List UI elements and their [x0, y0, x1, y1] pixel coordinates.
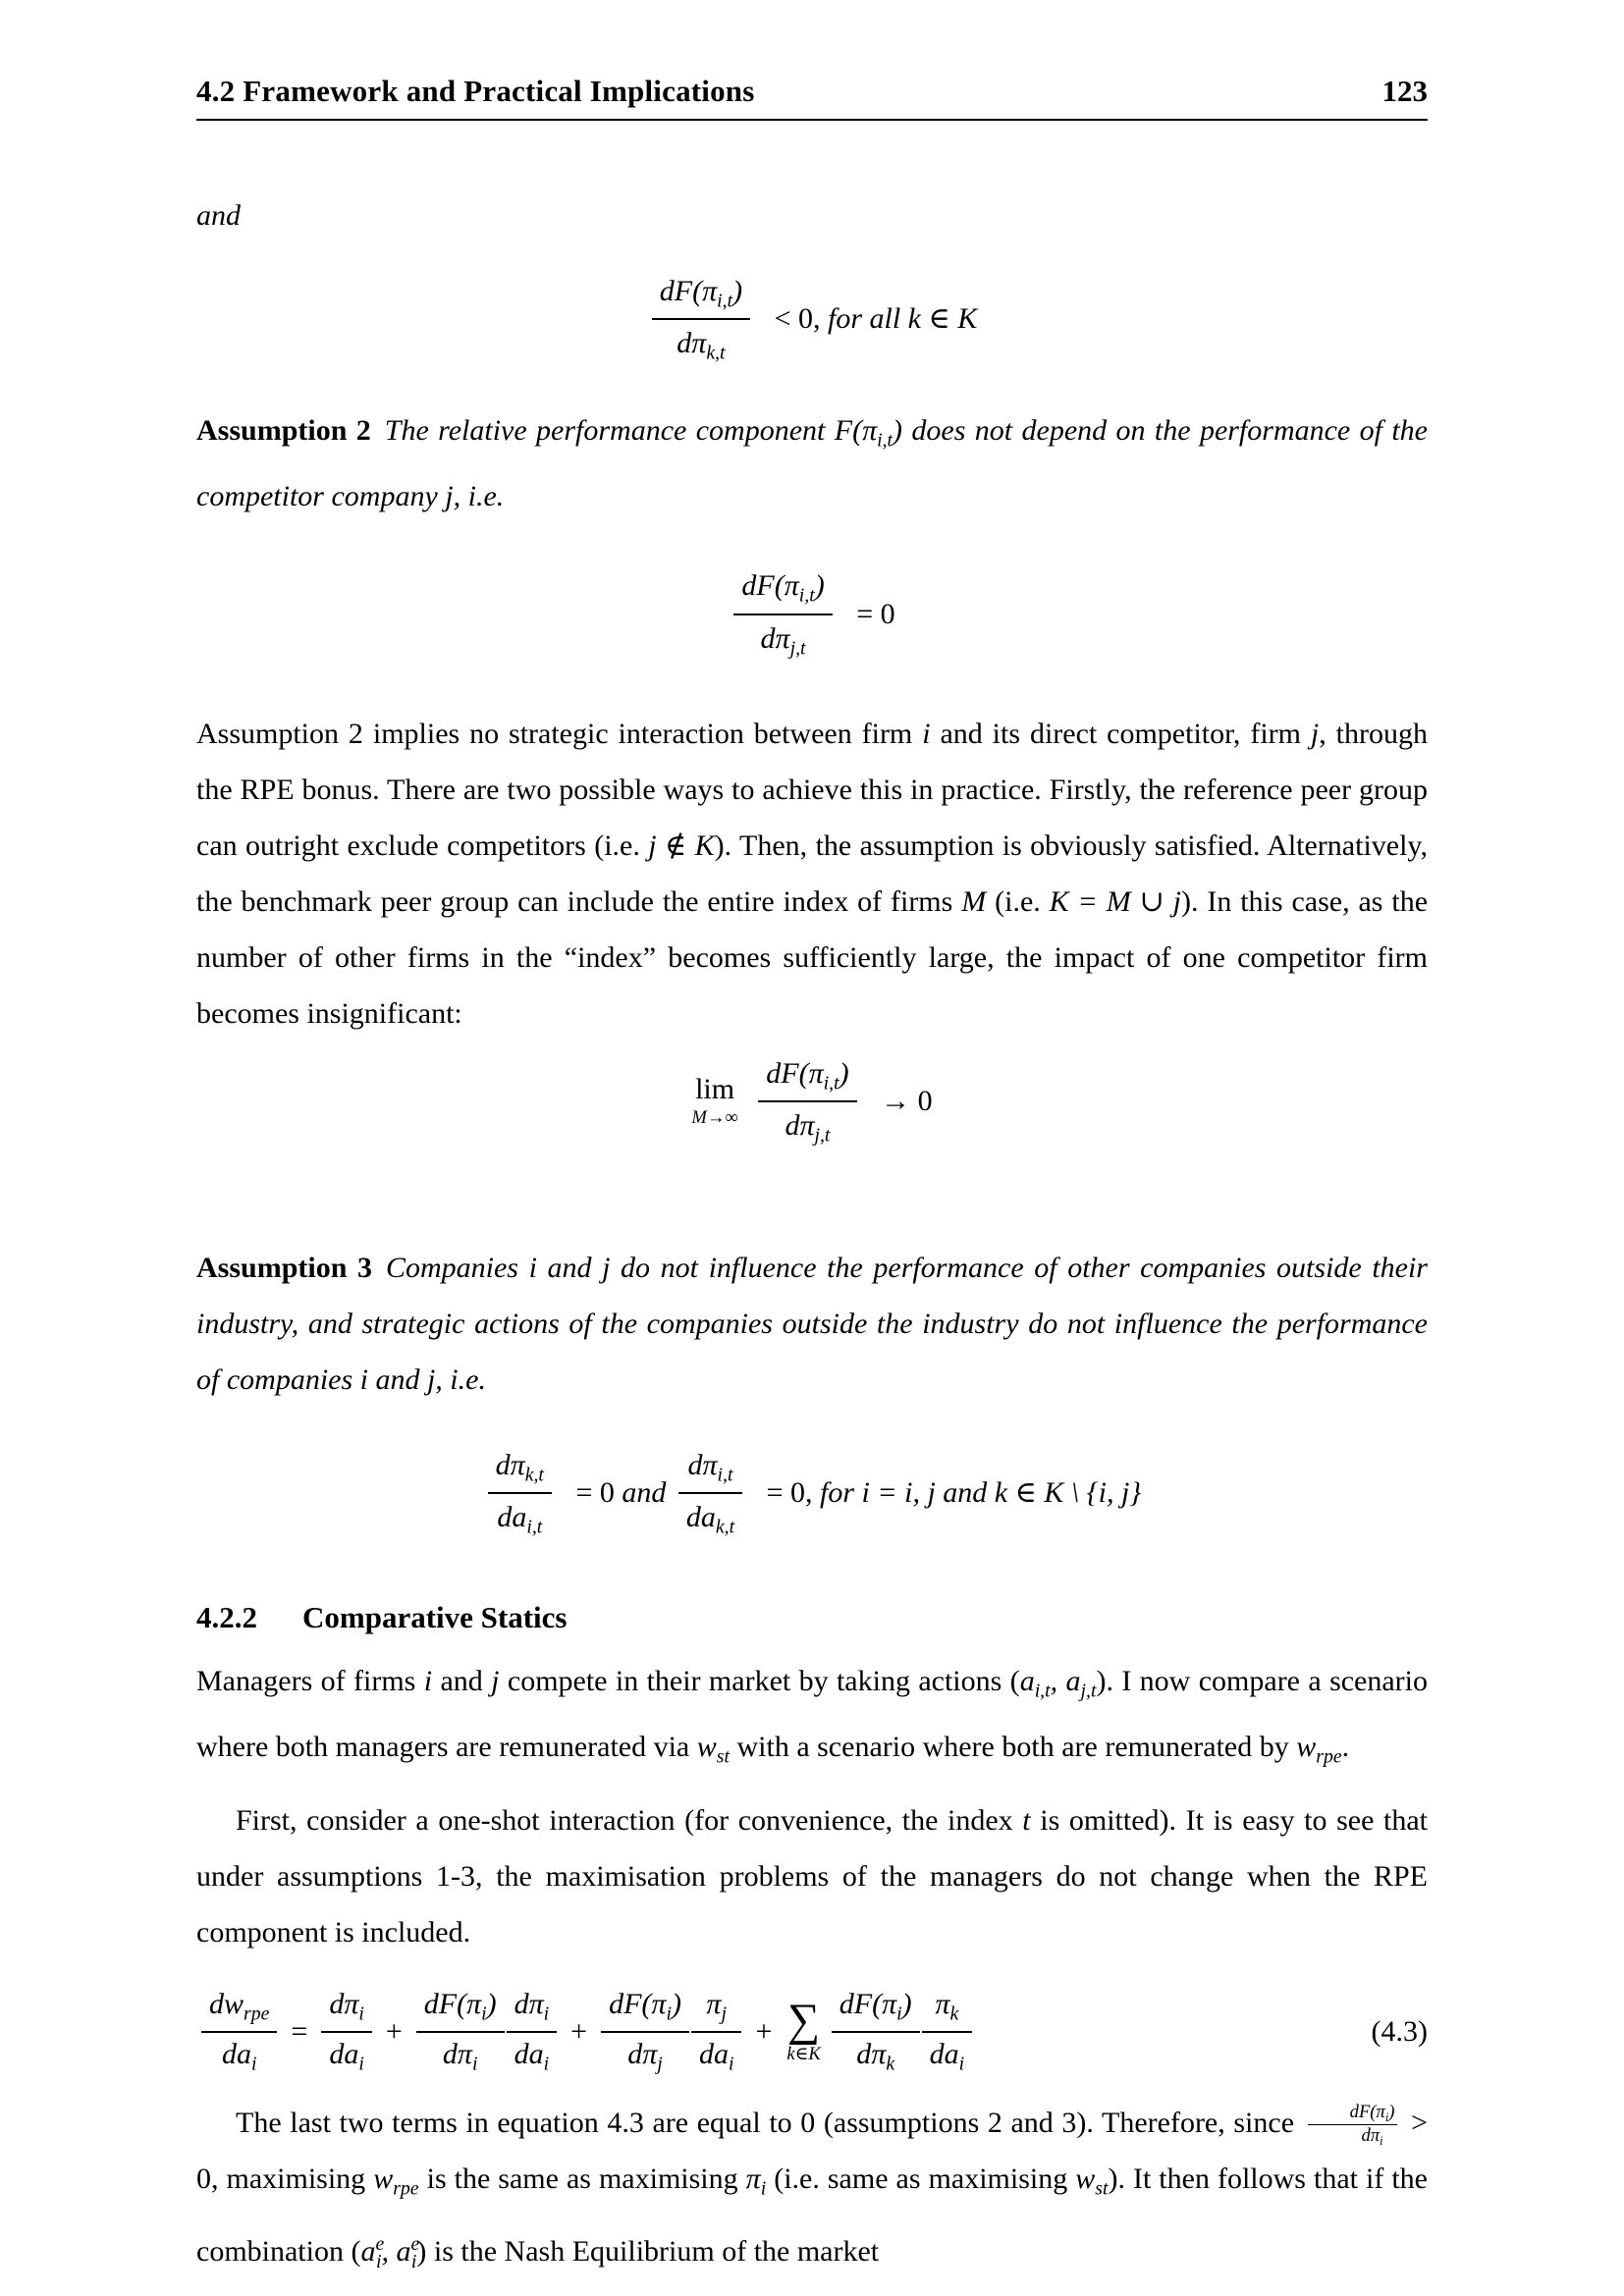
text-run: Managers of firms	[196, 1664, 424, 1697]
text-run: st	[1095, 2177, 1109, 2200]
text-run: dw	[209, 1988, 244, 2021]
text-run: w	[1075, 2163, 1096, 2196]
limit-word: lim	[695, 1072, 735, 1105]
text-run: i	[410, 2250, 417, 2272]
text-run: M	[961, 884, 987, 918]
lead-word: and	[196, 199, 241, 232]
text-run: i	[358, 2002, 364, 2025]
text-run: First, consider a one-shot interaction (for convenience, the index	[236, 1804, 1023, 1838]
fraction	[678, 1447, 742, 1539]
equation-derivative-zero	[196, 567, 1428, 660]
text-run: dπ	[627, 2037, 658, 2070]
text-run: i	[423, 1664, 433, 1697]
text-run: > 0, maximising	[196, 2107, 1428, 2196]
text-run: i	[481, 2002, 487, 2025]
fraction-denominator	[758, 1100, 856, 1148]
text-run: π	[935, 1988, 950, 2021]
text-run: ). In this case, as the number of other firms in the “index” becomes sufficiently large, the impact of one competitor firm becomes insignificant:	[196, 884, 1429, 1030]
fraction-denominator	[416, 2031, 505, 2075]
text-run: )	[901, 1988, 912, 2021]
fraction	[507, 1988, 558, 2075]
text-run: ). I now compare a scenario where both managers are remunerated via	[196, 1664, 1429, 1764]
text-run: w	[373, 2163, 394, 2196]
equals-sign: =	[291, 2014, 308, 2048]
text-run: a	[360, 2235, 376, 2269]
text-run: dπ	[687, 1448, 718, 1481]
fraction-denominator	[733, 614, 832, 661]
text-run: Assumption 2 implies no strategic interaction between firm	[196, 717, 923, 750]
text-run: π	[745, 2163, 761, 2196]
sigma-symbol: ∑	[786, 1996, 821, 2047]
fraction-numerator	[678, 1447, 742, 1492]
text-run: j	[491, 1664, 500, 1697]
plus-sign: +	[570, 2014, 588, 2048]
text-run: dπ	[495, 1448, 525, 1481]
fraction-denominator	[488, 1492, 552, 1539]
text-run: ) does not depend on the performance of the competitor company j, i.e.	[196, 414, 1428, 513]
text-run: and	[432, 1664, 492, 1697]
plus-sign: +	[385, 2014, 403, 2048]
fraction	[601, 1988, 689, 2075]
text-run: )	[486, 1988, 497, 2021]
section-title: 4.2 Framework and Practical Implications	[196, 74, 755, 108]
text-run: k	[949, 2002, 959, 2025]
text-run: )	[814, 569, 825, 603]
managers-paragraph	[196, 1653, 1428, 1786]
subsection-number: 4.2.2	[196, 1599, 257, 1634]
text-run: dπ	[442, 2037, 472, 2070]
text-run: .	[1341, 1731, 1350, 1764]
fraction-numerator	[601, 1988, 689, 2030]
fraction	[652, 273, 750, 365]
text-run: )	[1388, 2101, 1395, 2122]
text-run: rpe	[393, 2177, 419, 2200]
text-run: = 0,	[766, 1476, 821, 1510]
text-run: with a scenario where both are remunerated by	[729, 1731, 1297, 1764]
fraction-denominator	[922, 2031, 973, 2075]
text-run: j,t	[1080, 1680, 1097, 1702]
text-run: i,t	[1034, 1680, 1051, 1702]
fraction	[488, 1447, 552, 1539]
text-run: dπ	[329, 1988, 359, 2021]
text-run: i,t	[526, 1516, 543, 1538]
text-run: da	[329, 2037, 359, 2070]
equation-tail	[767, 1476, 1142, 1509]
text-run: The relative performance component F(π	[384, 414, 878, 448]
page-number: 123	[1381, 74, 1428, 108]
text-run: k,t	[715, 1516, 735, 1538]
fraction-denominator	[1308, 2124, 1398, 2149]
one-shot-paragraph	[196, 1792, 1428, 1960]
text-run: i	[543, 2002, 550, 2025]
assumption-3-label: Assumption 3	[196, 1251, 372, 1284]
text-run: dπ	[785, 1108, 815, 1142]
assumption-2-label: Assumption 2	[196, 414, 371, 448]
text-run: , through the RPE bonus. There are two possible ways to achieve this in practice. Firstly, the reference peer group can outright exclude competitors (i.e.	[196, 717, 1428, 862]
text-run: e	[375, 2233, 385, 2256]
equation-tail	[881, 1085, 933, 1117]
text-run: rpe	[1316, 1745, 1342, 1768]
text-run: da	[497, 1500, 527, 1533]
text-run: j	[657, 2053, 663, 2075]
fraction-denominator	[201, 2031, 277, 2075]
text-run: w	[1296, 1731, 1317, 1764]
fraction-denominator	[507, 2031, 558, 2075]
equation-tail	[775, 302, 978, 335]
text-run: dπ	[1361, 2125, 1380, 2147]
fraction-denominator	[321, 2031, 372, 2075]
fraction-numerator	[321, 1988, 372, 2030]
text-run: i	[760, 2177, 767, 2200]
text-run: da	[685, 1500, 716, 1533]
text-run: and its direct competitor, firm	[930, 717, 1311, 750]
text-run: for all k	[827, 302, 929, 336]
text-run: Companies i and j do not influence the performance of other companies outside their industry, and strategic actions of the companies outside the industry do not influence the performance of companies i and j, i.e.	[196, 1251, 1428, 1396]
text-run: k	[886, 2053, 895, 2075]
text-run: dπ	[677, 327, 707, 360]
text-run: is omitted). It is easy to see that under assumptions 1-3, the maximisation problems of the managers do not change when the RPE component is included.	[196, 1804, 1428, 1949]
text-run: da	[929, 2037, 959, 2070]
text-run: dπ	[760, 621, 790, 655]
text-run: st	[716, 1745, 730, 1768]
fraction-numerator	[1308, 2103, 1398, 2125]
text-run: (i.e. same as maximising	[766, 2163, 1076, 2196]
equation-assumption-3	[196, 1447, 1428, 1539]
text-run: i	[728, 2053, 734, 2075]
text-run: dF(π	[766, 1056, 824, 1090]
fraction	[758, 1055, 856, 1148]
text-run: w	[696, 1731, 717, 1764]
text-run: dF(π	[741, 569, 799, 603]
fraction	[201, 1988, 277, 2075]
text-run: and	[622, 1476, 667, 1510]
text-run: ). Then, the assumption is obviously satisfied. Alternatively, the benchmark peer group can include the entire index of firms	[196, 828, 1428, 918]
text-run: , a	[381, 2235, 411, 2269]
text-run: k,t	[706, 342, 726, 364]
text-run: π	[706, 1988, 722, 2021]
text-run: K	[957, 302, 978, 336]
text-run: is the same as maximising	[418, 2163, 746, 2196]
text-run: →∞	[706, 1106, 738, 1128]
text-run: i	[1384, 2109, 1389, 2124]
assumption-2-body	[196, 414, 1428, 512]
text-run: ) is the Nash Equilibrium of the market	[416, 2235, 880, 2269]
text-run: )	[671, 1988, 681, 2021]
text-run: i	[896, 2002, 902, 2025]
fraction	[416, 1988, 505, 2075]
summation-index	[786, 2043, 821, 2064]
text-run: = 0	[856, 597, 895, 630]
text-run: e	[410, 2233, 420, 2256]
text-run: = 0	[575, 1476, 623, 1510]
fraction-numerator	[488, 1447, 552, 1492]
text-run: dF(π	[609, 1988, 667, 2021]
text-run: M	[691, 1106, 707, 1128]
equation-derivative-negative	[196, 273, 1428, 365]
text-run: a	[1019, 1664, 1035, 1697]
subsection-heading	[196, 1600, 1428, 1635]
fraction-numerator	[201, 1988, 277, 2030]
fraction	[691, 1988, 742, 2075]
text-run: k∈K	[786, 2043, 821, 2064]
plus-sign: +	[755, 2014, 773, 2048]
conclusion-paragraph	[196, 2095, 1428, 2290]
text-run: i,t	[717, 1464, 733, 1486]
fraction-denominator	[691, 2031, 742, 2075]
text-run: i,t	[717, 290, 733, 312]
summation-operator	[786, 1996, 821, 2064]
text-run: j ∉ K	[648, 828, 715, 862]
text-run: ). It then follows that if the combination (	[196, 2163, 1428, 2269]
text-run: compete in their market by taking actions (	[499, 1664, 1020, 1697]
fraction-numerator	[507, 1988, 558, 2030]
text-run: j,t	[789, 636, 806, 659]
text-run: The last two terms in equation 4.3 are equal to 0 (assumptions 2 and 3). Therefore, since	[236, 2107, 1303, 2140]
text-run: dF(π	[839, 1988, 897, 2021]
page-header	[196, 74, 1428, 121]
limit-subscript	[691, 1106, 738, 1128]
fraction	[321, 1988, 372, 2075]
text-run: k,t	[524, 1464, 544, 1486]
text-run: da	[698, 2037, 729, 2070]
text-run: i	[666, 2002, 672, 2025]
equation-4-3	[196, 1988, 1428, 2075]
fraction-denominator	[678, 1492, 742, 1539]
inline-fraction	[1308, 2103, 1398, 2149]
text-run: )	[839, 1056, 849, 1090]
fraction-numerator	[733, 567, 832, 613]
text-run: dπ	[856, 2037, 887, 2070]
text-run: (i.e.	[986, 884, 1050, 918]
text-run: dπ	[514, 1988, 544, 2021]
text-run: j	[1310, 717, 1320, 750]
assumption-3-paragraph	[196, 1240, 1428, 1408]
subsection-title: Comparative Statics	[302, 1599, 568, 1634]
fraction-denominator	[832, 2031, 920, 2075]
text-run: dF(π	[423, 1988, 482, 2021]
text-run: i	[958, 2053, 965, 2075]
fraction	[832, 1988, 920, 2075]
text-run: rpe	[244, 2002, 270, 2025]
fraction	[922, 1988, 973, 2075]
text-run: i,t	[877, 429, 893, 452]
text-run: i,t	[823, 1071, 839, 1094]
assumption-3-body	[196, 1252, 1428, 1396]
text-run: t	[1022, 1804, 1031, 1838]
fraction-denominator	[652, 318, 750, 365]
equation-middle	[575, 1476, 666, 1509]
text-run: i	[543, 2053, 550, 2075]
text-run: i	[922, 717, 931, 750]
fraction-numerator	[922, 1988, 973, 2030]
fraction	[733, 567, 832, 660]
text-run: )	[732, 275, 743, 307]
text-run: K = M ∪ j	[1049, 884, 1181, 918]
text-run: < 0,	[774, 302, 828, 336]
text-run: , a	[1050, 1664, 1081, 1697]
text-run: da	[514, 2037, 544, 2070]
fraction-numerator	[758, 1055, 856, 1100]
equation-limit	[196, 1055, 1428, 1148]
text-run: i	[1380, 2134, 1383, 2149]
fraction-numerator	[691, 1988, 742, 2030]
text-run: i,t	[798, 584, 815, 607]
text-run: for i = i, j and k ∈ K \ {i, j}	[820, 1476, 1142, 1510]
text-run: da	[221, 2037, 251, 2070]
text-run: i	[358, 2053, 364, 2075]
text-run: dF(π	[659, 275, 718, 307]
text-run: i	[471, 2053, 478, 2075]
text-run: j	[721, 2002, 727, 2025]
interaction-paragraph	[196, 706, 1428, 1041]
assumption-2-paragraph	[196, 402, 1428, 524]
text-run: i	[250, 2053, 257, 2075]
text-run: i	[375, 2250, 382, 2272]
text-run: j,t	[814, 1123, 831, 1146]
conclusion-part-1	[236, 2107, 1303, 2139]
text-run: dF(π	[1349, 2101, 1385, 2122]
fraction-denominator	[601, 2031, 689, 2075]
text-run: → 0	[881, 1084, 933, 1117]
equation-number: (4.3)	[1371, 2014, 1428, 2048]
fraction-numerator	[652, 273, 750, 318]
fraction-numerator	[832, 1988, 920, 2030]
equation-tail	[856, 598, 894, 630]
text-run: ∈	[928, 302, 958, 336]
limit-operator	[691, 1072, 738, 1128]
fraction-numerator	[416, 1988, 505, 2030]
